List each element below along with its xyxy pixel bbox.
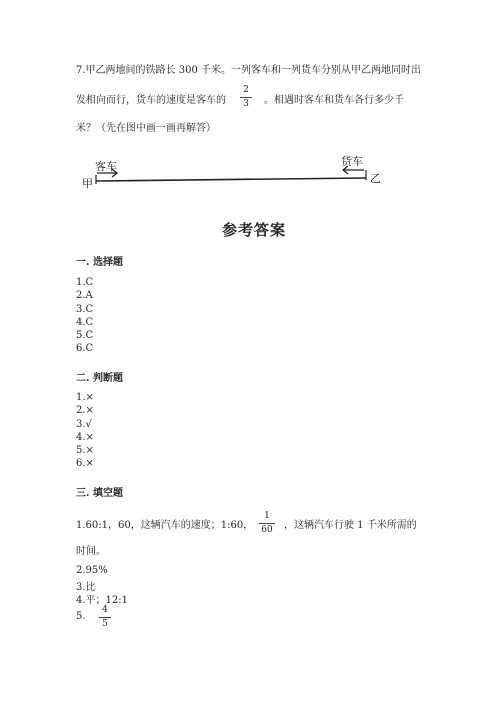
fill-item-5-fraction (99, 605, 111, 630)
list-item: 4.× (76, 431, 94, 443)
question-line-2b: 。相遇时客车和货车各行多少千 (264, 95, 404, 106)
fraction-denominator: 3 (243, 99, 249, 109)
fraction-numerator: 4 (102, 605, 108, 615)
question-line-2a: 发相向而行，货车的速度是客车的 (76, 95, 226, 106)
list-item: 3.√ (76, 418, 92, 430)
section-1-list (76, 276, 93, 356)
fill-item-1a: 1.60:1，60，这辆汽车的速度；1:60， (76, 520, 254, 531)
list-item: 1.× (76, 392, 94, 403)
fraction-numerator: 2 (243, 85, 249, 95)
fill-item-3: 3.比 (76, 582, 96, 593)
fill-item-1-fraction (259, 511, 275, 536)
track-line (96, 178, 366, 181)
list-item: 6.× (76, 458, 94, 470)
list-item: 4.C (76, 316, 94, 328)
fill-item-1b: ，这辆汽车行驶 1 千米所需的 (284, 520, 417, 531)
fraction-numerator: 1 (264, 511, 270, 521)
route-line-svg (0, 0, 500, 200)
list-item: 2.A (76, 290, 93, 302)
list-item: 3.C (76, 303, 94, 315)
section-2-list (76, 391, 94, 471)
fraction-denominator: 60 (261, 525, 273, 535)
section-3-heading: 三. 填空题 (76, 488, 123, 499)
list-item: 5.× (76, 445, 94, 457)
list-item: 1.C (76, 277, 94, 288)
fill-item-5-label: 5. (76, 611, 86, 622)
passenger-train-label: 客车 (95, 160, 117, 173)
list-item: 5.C (76, 330, 94, 342)
list-item: 2.× (76, 405, 94, 417)
fill-item-1c: 时间。 (76, 546, 106, 557)
left-end-label: 甲 (82, 177, 93, 190)
answer-title: 参考答案 (222, 221, 287, 239)
right-end-label: 乙 (370, 172, 381, 185)
question-line-1: 7.甲乙两地间的铁路长 300 千米。一列客车和一列货车分别从甲乙两地同时出 (76, 65, 421, 76)
section-2-heading: 二. 判断题 (76, 373, 123, 384)
section-1-heading: 一. 选择题 (76, 257, 123, 268)
list-item: 6.C (76, 343, 94, 355)
fill-item-2: 2.95% (76, 565, 108, 576)
fraction-denominator: 5 (102, 619, 108, 629)
freight-train-label: 货车 (341, 155, 363, 168)
fraction-bar (259, 523, 275, 524)
fill-item-4: 4.平；12:1 (76, 595, 128, 606)
fraction-bar (99, 617, 111, 618)
question-line-3: 米？（先在图中画一画再解答） (76, 123, 216, 134)
